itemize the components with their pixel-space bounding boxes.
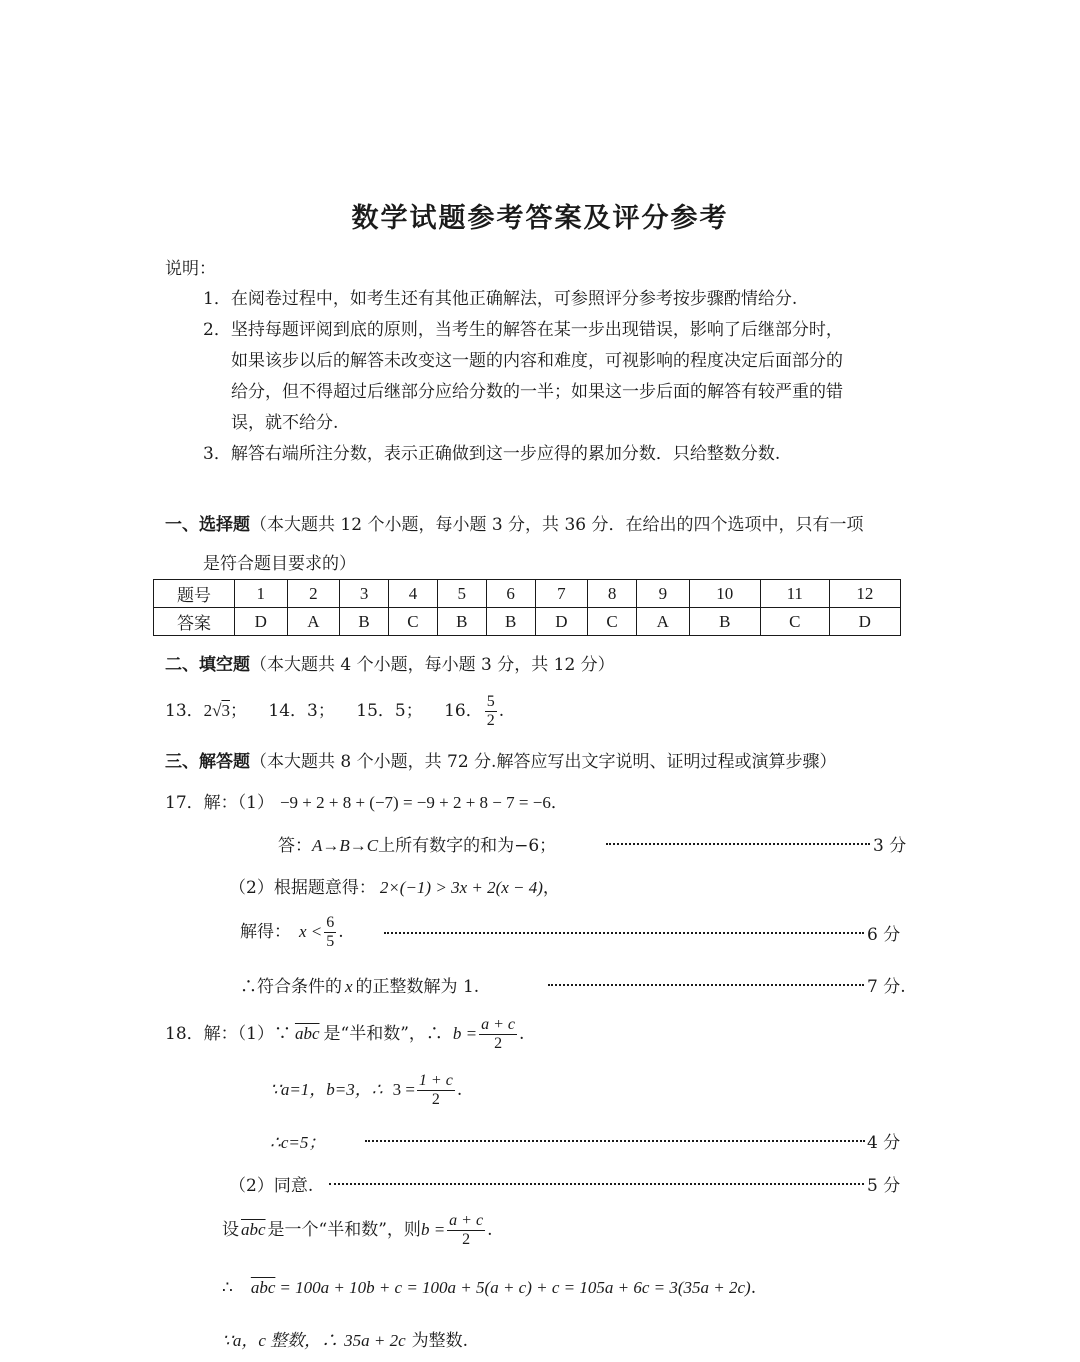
q14-answer: 14．3； <box>268 701 335 721</box>
q18-suppose-line <box>222 1208 492 1252</box>
q18-expansion: = 100a + 10b + c = 100a + 5(a + c) + c = 105a + 6c = 3(35a + 2c) <box>279 1278 751 1297</box>
q18-c-equals: ∴c=5； <box>270 1133 326 1152</box>
table-cell-number: 4 <box>389 580 438 608</box>
answer-table-number-row <box>154 580 901 608</box>
section3-heading: 三、解答题 <box>165 752 250 772</box>
q18-integer-text: 为整数. <box>411 1331 469 1351</box>
q13-separator: ； <box>229 701 247 721</box>
q17-conclusion <box>240 972 479 997</box>
table-cell-number: 2 <box>287 580 340 608</box>
table-cell-number: 8 <box>588 580 637 608</box>
note-1: 1．在阅卷过程中，如考生还有其他正确解法，可参照评分参考按步骤酌情给分. <box>203 289 798 309</box>
table-cell-number: 6 <box>486 580 535 608</box>
table-cell-answer: A <box>287 608 340 636</box>
score-label: 7 分. <box>867 977 906 997</box>
table-cell-answer: B <box>437 608 486 636</box>
q18-label: 18．解：（1）∵ <box>165 1024 291 1044</box>
sqrt-symbol: √ <box>212 701 222 720</box>
section1-desc: （本大题共 12 个小题，每小题 3 分，共 36 分．在给出的四个选项中，只有一项 <box>250 515 864 535</box>
q17-label: 17．解：（1） <box>165 793 274 813</box>
q18-fraction-3-numerator: a + c <box>449 1212 484 1230</box>
q17-inequality: 2×(−1) > 3x + 2(x − 4) <box>379 878 543 897</box>
note-2-line-3: 给分，但不得超过后继部分应给分数的一半；如果这一步后面的解答有较严重的错 <box>231 382 843 402</box>
q18-fraction-3 <box>447 1212 485 1248</box>
table-cell-number: 11 <box>760 580 829 608</box>
q17-expression: −9 + 2 + 8 + (−7) = −9 + 2 + 8 − 7 = −6 <box>279 793 551 812</box>
section2-heading: 二、填空题 <box>165 655 250 675</box>
q16-fraction <box>485 693 497 729</box>
q18-integer-given: ∵a，c 整数，∴ <box>222 1331 339 1350</box>
q18-part2: （2）同意. <box>229 1176 314 1196</box>
table-cell-answer: B <box>689 608 760 636</box>
section1-line1 <box>165 510 864 535</box>
q18-b-equals: b = <box>452 1024 478 1043</box>
table-header-question: 题号 <box>154 580 235 608</box>
note-2-line-4: 误，就不给分. <box>231 413 339 433</box>
table-cell-number: 5 <box>437 580 486 608</box>
dotted-leader <box>606 843 870 845</box>
q18-given: ∵a=1，b=3，∴ <box>270 1080 383 1099</box>
score-label: 4 分 <box>867 1133 901 1153</box>
table-cell-answer: C <box>389 608 438 636</box>
notes-heading: 说明： <box>165 259 216 279</box>
q18-abc: $\overline{abc}$ <box>294 1024 320 1043</box>
section2-line <box>165 650 615 675</box>
q16-denominator: 2 <box>486 712 495 729</box>
table-cell-answer: D <box>829 608 900 636</box>
q13-coefficient: 2 <box>203 701 213 720</box>
q13-label: 13． <box>165 701 204 721</box>
q16-end: . <box>498 701 505 721</box>
q17-answer-prefix: 答： <box>278 836 312 856</box>
table-cell-answer: B <box>340 608 389 636</box>
q18-three-equals: 3 = <box>392 1080 415 1099</box>
table-cell-number: 12 <box>829 580 900 608</box>
note-2-line-1: 2．坚持每题评阅到底的原则，当考生的解答在某一步出现错误，影响了后继部分时， <box>203 320 843 340</box>
q18-integer-expression: 35a + 2c <box>344 1331 406 1350</box>
table-cell-number: 7 <box>535 580 588 608</box>
dotted-leader <box>365 1140 865 1142</box>
table-cell-answer: D <box>535 608 588 636</box>
q18-fraction-2-numerator: 1 + c <box>418 1072 453 1090</box>
q18-dot-2: . <box>456 1080 463 1100</box>
dotted-leader <box>329 1183 864 1185</box>
q17-answer-path: A→B→C <box>312 836 379 855</box>
q13-radicand: 3 <box>221 701 230 720</box>
q17-solve-denominator: 5 <box>326 933 335 950</box>
table-cell-number: 10 <box>689 580 760 608</box>
q17-answer-line <box>278 831 556 856</box>
q17-solve-numerator: 6 <box>326 914 335 932</box>
table-cell-answer: A <box>637 608 690 636</box>
q17-part2-label: （2）根据题意得： <box>229 878 376 898</box>
q15-answer: 15．5； <box>356 701 423 721</box>
score-label: 5 分 <box>867 1176 901 1196</box>
q18-fraction-2 <box>417 1072 455 1108</box>
q17-part2 <box>229 873 560 898</box>
note-3: 3．解答右端所注分数，表示正确做到这一步应得的累加分数．只给整数分数. <box>203 444 781 464</box>
score-label: 3 分 <box>873 836 907 856</box>
q18-expansion-line <box>222 1278 756 1298</box>
table-cell-number: 1 <box>235 580 288 608</box>
table-cell-answer: D <box>235 608 288 636</box>
q18-dot: . <box>519 1024 525 1044</box>
q17-inequality-end: ， <box>542 878 560 898</box>
q17-answer-text: 上所有数字的和为−6； <box>378 836 557 856</box>
q18-therefore: ∴ <box>222 1278 233 1298</box>
note-2-line-2: 如果该步以后的解答未改变这一题的内容和难度，可视影响的程度决定后面部分的 <box>231 351 843 371</box>
score-label: 6 分 <box>867 925 901 945</box>
q18-suppose-prefix: 设 <box>222 1220 239 1240</box>
q18-abc-2: $\overline{abc}$ <box>241 1220 266 1239</box>
q18-dot-3: . <box>487 1220 493 1240</box>
dotted-leader <box>384 932 864 934</box>
q18-part1-line2 <box>270 1068 462 1112</box>
table-cell-number: 3 <box>340 580 389 608</box>
q16-label: 16． <box>444 701 483 721</box>
q18-fraction <box>479 1016 517 1052</box>
table-cell-answer: C <box>588 608 637 636</box>
q18-fraction-numerator: a + c <box>481 1016 516 1034</box>
section3-line <box>165 747 836 772</box>
q16-numerator: 5 <box>486 693 495 711</box>
section1-desc-line2: 是符合题目要求的） <box>203 554 356 574</box>
table-cell-answer: B <box>486 608 535 636</box>
q18-fraction-2-denominator: 2 <box>431 1091 440 1108</box>
table-cell-number: 9 <box>637 580 690 608</box>
q18-integer-line <box>222 1326 468 1351</box>
q18-suppose-text: 是一个“半和数”，则 <box>267 1220 421 1240</box>
q18-expansion-end: . <box>750 1278 757 1298</box>
fill-in-answers <box>165 690 504 732</box>
q18-fraction-denominator: 2 <box>494 1035 503 1052</box>
answer-table <box>153 579 901 636</box>
answer-table-answer-row <box>154 608 901 636</box>
q17-expression-end: ． <box>550 793 568 813</box>
section2-desc: （本大题共 4 个小题，每小题 3 分，共 12 分） <box>250 655 615 675</box>
q17-solution-line <box>240 910 344 954</box>
page-title: 数学试题参考答案及评分参考 <box>351 203 729 234</box>
q17-conclusion-text: 的正整数解为 1. <box>355 977 480 997</box>
q17-conclusion-variable: x <box>345 977 353 996</box>
q18-b-equals-2: b = <box>420 1220 446 1239</box>
q18-half-sum-text: 是“半和数”，∴ <box>323 1024 443 1044</box>
table-cell-answer: C <box>760 608 829 636</box>
dotted-leader <box>548 984 864 986</box>
q18-fraction-3-denominator: 2 <box>462 1231 471 1248</box>
table-header-answer: 答案 <box>154 608 235 636</box>
q17-solve-variable: x < <box>299 922 323 941</box>
q18-part1-line1 <box>165 1012 524 1056</box>
q17-solve-end: . <box>338 922 344 942</box>
q18-c-value <box>270 1128 325 1153</box>
q17-solve-fraction <box>324 914 336 950</box>
q17-part1 <box>165 788 568 813</box>
q17-conclusion-prefix: ∴符合条件的 <box>240 977 342 997</box>
q17-solve-prefix: 解得： <box>240 922 291 942</box>
section1-heading: 一、选择题 <box>165 515 250 535</box>
q18-abc-3: $\overline{abc}$ <box>250 1278 276 1297</box>
section3-desc: （本大题共 8 个小题，共 72 分.解答应写出文字说明、证明过程或演算步骤） <box>250 752 837 772</box>
